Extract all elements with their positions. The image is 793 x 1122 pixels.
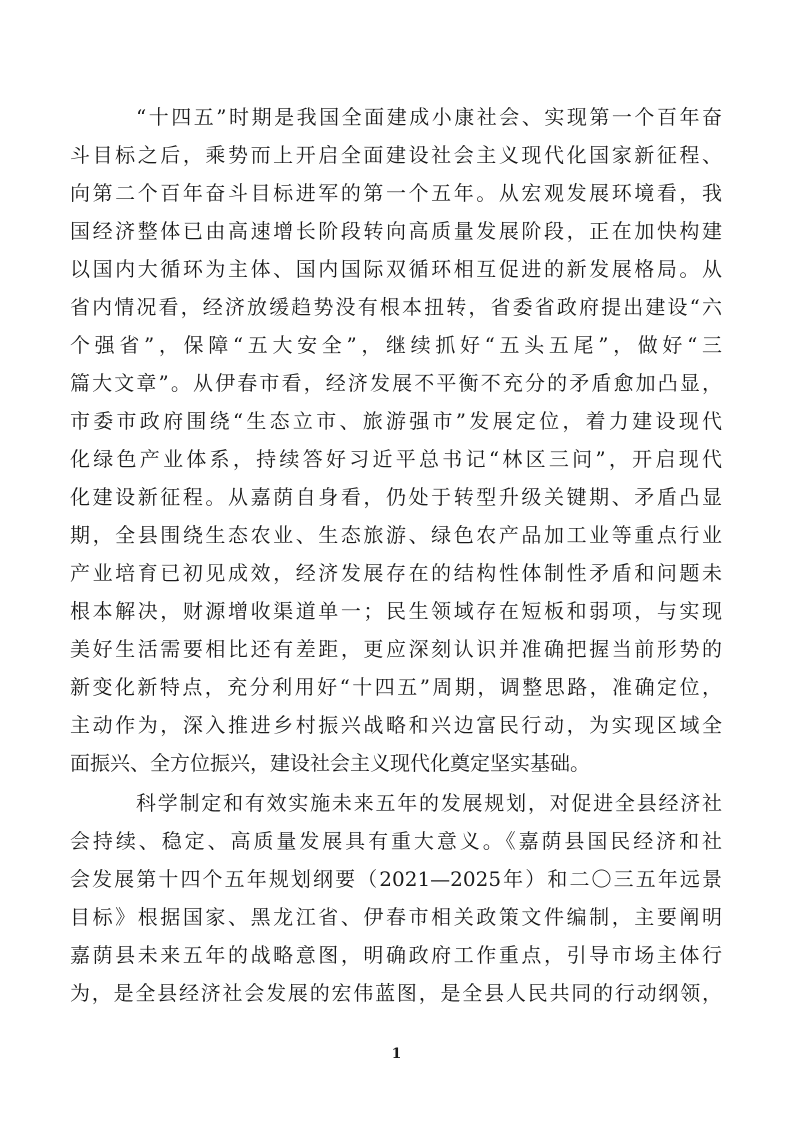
paragraph-2-line-5: 嘉荫县未来五年的战略意图，明确政府工作重点，引导市场主体行 <box>70 943 722 967</box>
paragraph-1-line-7: 个强省”，保障“五大安全”，继续抓好“五头五尾”，做好“三 <box>70 333 722 357</box>
paragraph-1-line-4: 国经济整体已由高速增长阶段转向高质量发展阶段，正在加快构建 <box>70 219 722 243</box>
paragraph-1-line-8: 篇大文章”。从伊春市看，经济发展不平衡不充分的矛盾愈加凸显， <box>70 371 722 395</box>
paragraph-2-line-2: 会持续、稳定、高质量发展具有重大意义。《嘉荫县国民经济和社 <box>70 829 722 853</box>
paragraph-2-line-4: 目标》根据国家、黑龙江省、伊春市相关政策文件编制，主要阐明 <box>70 905 722 929</box>
paragraph-1-line-3: 向第二个百年奋斗目标进军的第一个五年。从宏观发展环境看，我 <box>70 181 722 205</box>
paragraph-1-line-12: 期，全县围绕生态农业、生态旅游、绿色农产品加工业等重点行业 <box>70 523 722 547</box>
paragraph-2-line-1: 科学制定和有效实施未来五年的发展规划，对促进全县经济社 <box>136 791 722 815</box>
paragraph-2-line-6: 为，是全县经济社会发展的宏伟蓝图，是全县人民共同的行动纲领， <box>70 981 722 1005</box>
paragraph-1-line-18: 面振兴、全方位振兴，建设社会主义现代化奠定坚实基础。 <box>70 751 590 775</box>
paragraph-1-line-16: 新变化新特点，充分利用好“十四五”周期，调整思路，准确定位， <box>70 675 722 699</box>
paragraph-1-line-14: 根本解决，财源增收渠道单一；民生领域存在短板和弱项，与实现 <box>70 599 722 623</box>
paragraph-2-line-3: 会发展第十四个五年规划纲要（2021—2025年）和二〇三五年远景 <box>70 867 722 891</box>
paragraph-1-line-2: 斗目标之后，乘势而上开启全面建设社会主义现代化国家新征程、 <box>70 143 722 167</box>
paragraph-1-line-9: 市委市政府围绕“生态立市、旅游强市”发展定位，着力建设现代 <box>70 409 722 433</box>
paragraph-1-line-17: 主动作为，深入推进乡村振兴战略和兴边富民行动，为实现区域全 <box>70 713 722 737</box>
paragraph-1-line-5: 以国内大循环为主体、国内国际双循环相互促进的新发展格局。从 <box>70 257 722 281</box>
paragraph-1-line-10: 化绿色产业体系，持续答好习近平总书记“林区三问”，开启现代 <box>70 447 722 471</box>
paragraph-1-line-11: 化建设新征程。从嘉荫自身看，仍处于转型升级关键期、矛盾凸显 <box>70 485 722 509</box>
page-number: 1 <box>391 1046 402 1062</box>
paragraph-1-line-6: 省内情况看，经济放缓趋势没有根本扭转，省委省政府提出建设“六 <box>70 295 722 319</box>
paragraph-1-line-13: 产业培育已初见成效，经济发展存在的结构性体制性矛盾和问题未 <box>70 561 722 585</box>
paragraph-1-line-1: “十四五”时期是我国全面建成小康社会、实现第一个百年奋 <box>136 105 722 129</box>
paragraph-1-line-15: 美好生活需要相比还有差距，更应深刻认识并准确把握当前形势的 <box>70 637 722 661</box>
